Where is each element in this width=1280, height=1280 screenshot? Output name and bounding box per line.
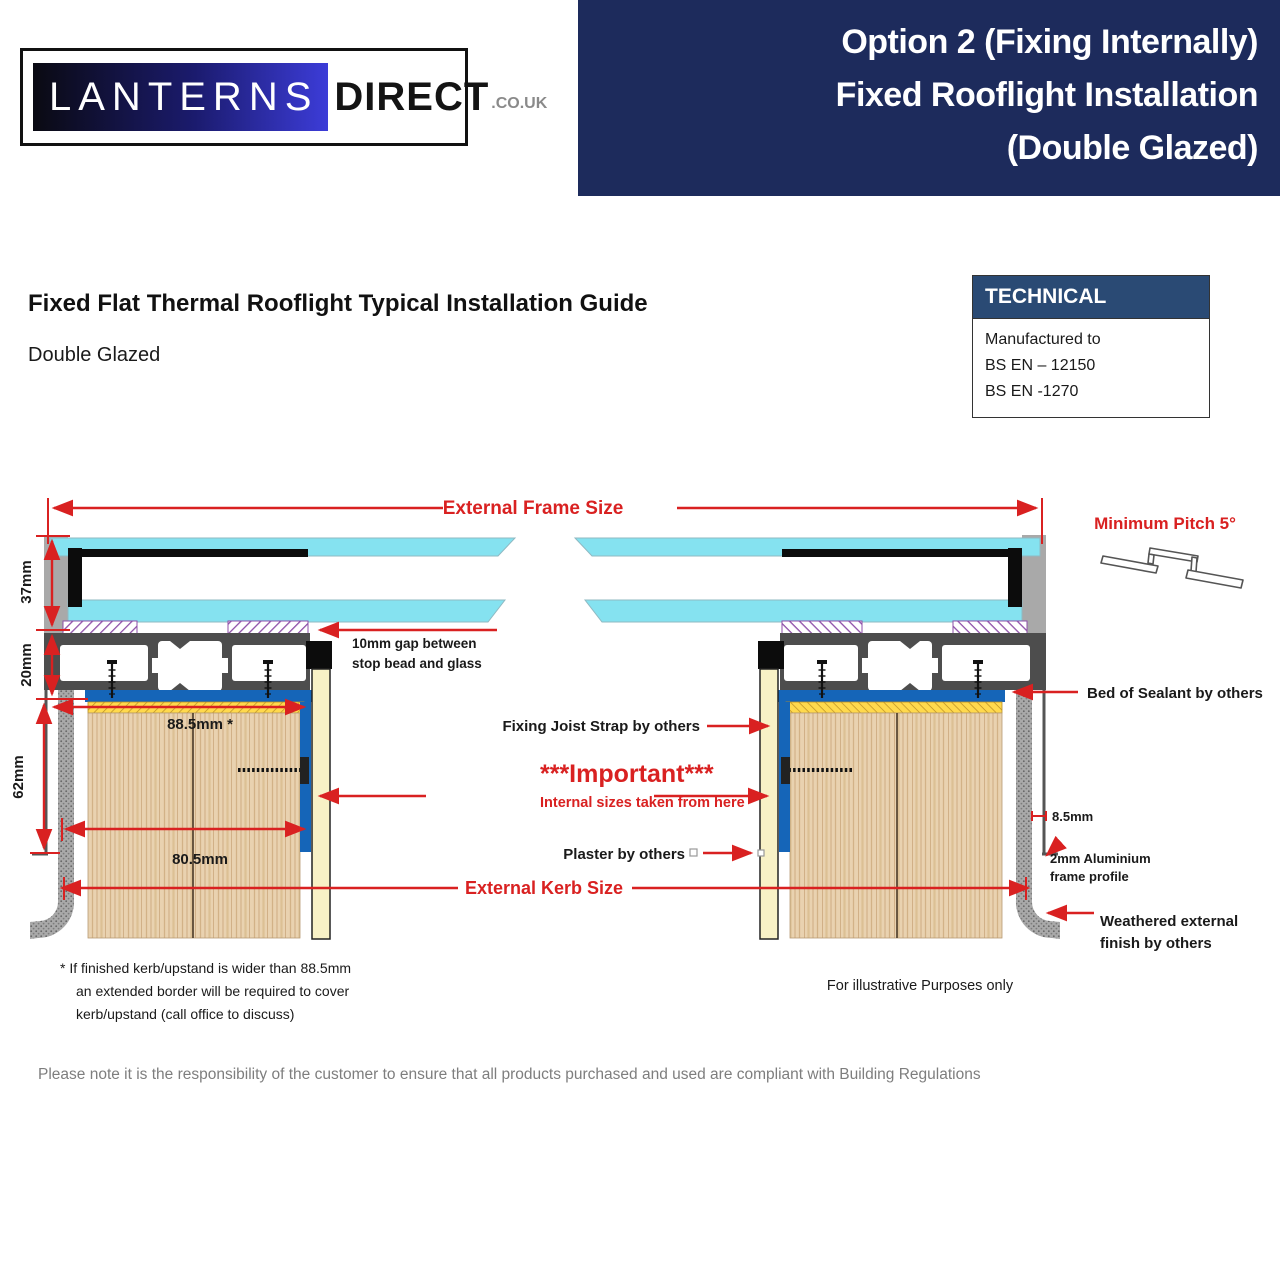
logo-tld-text: .CO.UK xyxy=(491,95,548,112)
gap-note-line1: 10mm gap between xyxy=(352,636,477,651)
technical-line-2: BS EN – 12150 xyxy=(985,357,1096,374)
minimum-pitch-label: Minimum Pitch 5° xyxy=(1094,514,1236,533)
logo-direct-text: DIRECT xyxy=(334,75,490,119)
plaster-label: Plaster by others xyxy=(563,846,685,863)
banner-line-2: Fixed Rooflight Installation xyxy=(835,76,1258,114)
kerb-footnote-line1: * If finished kerb/upstand is wider than 88.5mm xyxy=(60,960,352,976)
dim-8-5mm-label: 8.5mm xyxy=(1052,809,1094,824)
title-banner xyxy=(578,0,1280,196)
alu-profile-line2: frame profile xyxy=(1050,869,1129,884)
internal-sizes-label: Internal sizes taken from here xyxy=(540,795,745,811)
minimum-pitch-icon xyxy=(1101,548,1243,588)
weathered-line1: Weathered external xyxy=(1100,913,1239,930)
illustrative-note: For illustrative Purposes only xyxy=(826,978,1014,994)
page-title: Fixed Flat Thermal Rooflight Typical Installation Guide xyxy=(28,290,648,317)
fixing-joist-strap-label: Fixing Joist Strap by others xyxy=(502,718,700,735)
kerb-footnote-line3: kerb/upstand (call office to discuss) xyxy=(76,1006,295,1022)
building-regs-disclaimer: Please note it is the responsibility of the customer to ensure that all products purchased and used are compliant with Building Regulations xyxy=(38,1066,981,1083)
technical-body xyxy=(973,319,1209,417)
left-kerb-cross-section xyxy=(30,535,515,939)
important-label: ***Important*** xyxy=(540,760,714,788)
technical-box xyxy=(972,275,1210,418)
dim-37mm-label: 37mm xyxy=(18,560,35,604)
technical-line-1: Manufactured to xyxy=(985,331,1101,348)
logo-lanterns-text: LANTERNS xyxy=(33,63,328,131)
right-kerb-cross-section xyxy=(575,535,1060,939)
dim-80-5mm-label: 80.5mm xyxy=(172,851,228,868)
page-subtitle: Double Glazed xyxy=(28,344,161,366)
external-frame-size-label: External Frame Size xyxy=(442,498,624,519)
technical-heading: TECHNICAL xyxy=(973,276,1209,319)
technical-line-3: BS EN -1270 xyxy=(985,383,1079,400)
alu-profile-line1: 2mm Aluminium xyxy=(1050,851,1151,866)
dim-88-5mm-label: 88.5mm * xyxy=(167,716,233,733)
gap-note-line2: stop bead and glass xyxy=(352,656,482,671)
weathered-line2: finish by others xyxy=(1100,935,1212,952)
lanterns-direct-logo xyxy=(20,48,548,146)
banner-line-3: (Double Glazed) xyxy=(1006,129,1258,167)
dim-20mm-label: 20mm xyxy=(18,643,35,687)
banner-line-1: Option 2 (Fixing Internally) xyxy=(841,23,1258,61)
dim-62mm-label: 62mm xyxy=(10,755,27,799)
bed-of-sealant-label: Bed of Sealant by others xyxy=(1087,685,1263,702)
kerb-footnote-line2: an extended border will be required to cover xyxy=(76,983,350,999)
external-kerb-size-label: External Kerb Size xyxy=(464,878,624,898)
